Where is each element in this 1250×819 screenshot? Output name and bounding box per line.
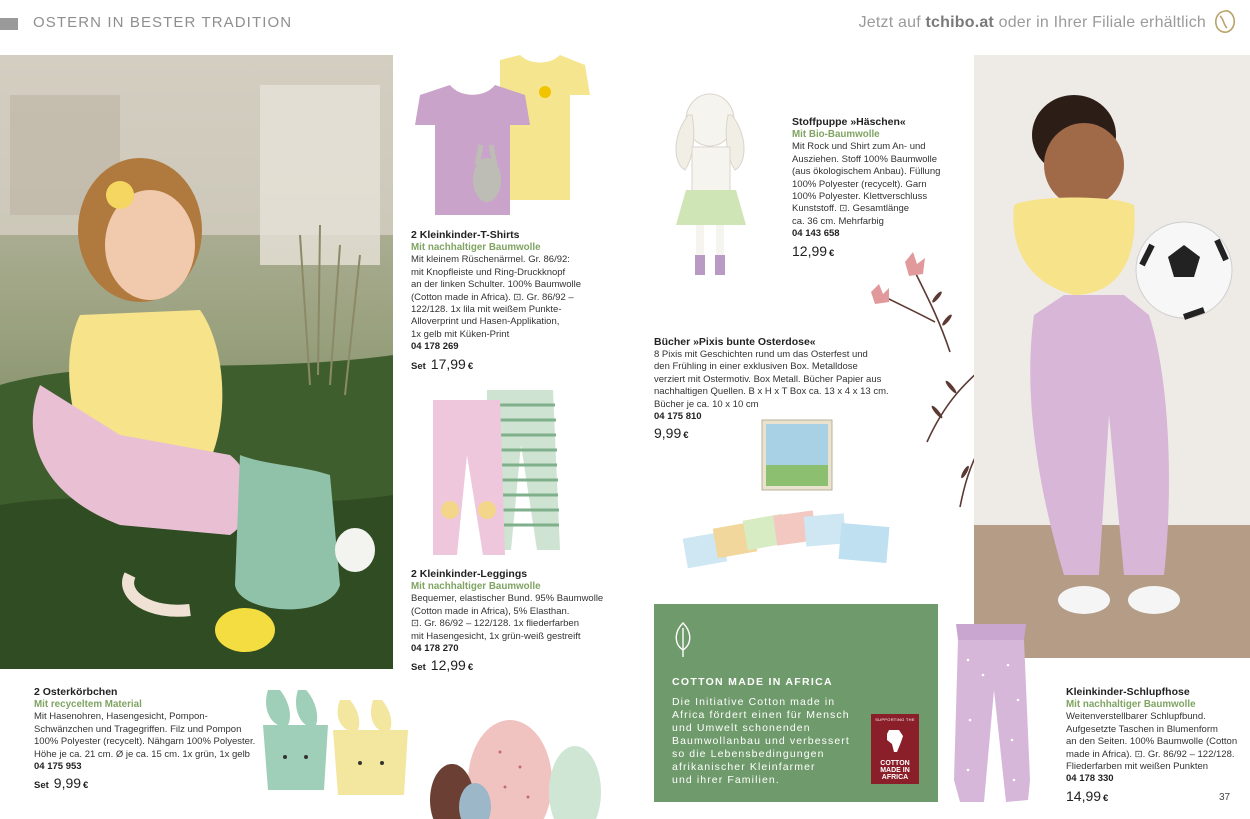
books-article-number: 04 175 810 [654, 411, 702, 423]
doll-subtitle: Mit Bio-Baumwolle [792, 129, 880, 140]
cotton-made-in-africa-logo [871, 714, 919, 784]
product-baskets [34, 686, 259, 793]
cotton-made-in-africa-box [654, 604, 938, 802]
baskets-price-prefix: Set [34, 780, 49, 792]
baskets-image [258, 685, 418, 800]
section-title: OSTERN IN BESTER TRADITION [33, 14, 293, 31]
page-number: 37 [1219, 792, 1231, 803]
books-name: Bücher »Pixis bunte Osterdose« [654, 336, 816, 348]
cotton-text: Die Initiative Cotton made in Africa fördert einen für Mensch und Umwelt schonenden Baumwollanbau und verbessert so die Lebensbedingungen afrikanischer Kleinfarmer und ihrer Familien. [672, 696, 850, 786]
pants-description: Weitenverstellbarer Schlupfbund. Aufgesetzte Taschen in Blumenform an den Seiten. 100% Baumwolle (Cotton made in Africa). ⊡. Gr. 86/92 – 122/128. Fliederfarben mit weißen Punkten [1066, 711, 1238, 773]
pants-currency: € [1103, 792, 1109, 804]
leggings-price [411, 659, 616, 674]
doll-name: Stoffpuppe »Häschen« [792, 116, 906, 128]
pants-article-number: 04 178 330 [1066, 773, 1114, 785]
product-leggings [411, 568, 616, 675]
baskets-description: Mit Hasenohren, Hasengesicht, Pompon- Schwänzchen und Tragegriffen. Filz und Pompon 100% Polyester (recycelt). Nähgarn 100% Polyester. Höhe je ca. 21 cm. Ø je ca. 15 cm. 1x grün, 1x gelb [34, 711, 256, 760]
tshirts-price [411, 355, 611, 373]
pants-image [948, 620, 1033, 810]
availability-prefix: Jetzt auf [858, 14, 926, 31]
availability-note [859, 14, 1206, 32]
product-doll [792, 116, 952, 260]
product-pants [1066, 686, 1241, 805]
books-description: 8 Pixis mit Geschichten rund um das Osterfest und den Frühling in einer exklusiven Box. Metalldose verziert mit Ostermotiv. Box Metall. Bücher Papier aus nachhaltigen Quellen. B x H x T Box ca. 13 x 4 x 13 cm. Bücher je ca. 10 x 10 cm [654, 349, 889, 410]
tchibo-bean-logo [1214, 10, 1236, 34]
tshirts-description: Mit kleinem Rüschenärmel. Gr. 86/92: mit Knopfleiste und Ring-Druckknopf an der linken Schulter. 100% Baumwolle (Cotton made in Africa). ⊡. Gr. 86/92 – 122/128. 1x lila mit weißem Punkte- Alloverprint und Hasen-Applikation, 1x gelb mit Küken-Print [411, 254, 582, 340]
baskets-price-value: 9,99 [53, 775, 82, 792]
books-currency: € [683, 430, 689, 442]
leggings-image [425, 385, 575, 560]
bunny-doll-image [660, 85, 780, 285]
tshirts-currency: € [467, 360, 474, 372]
easter-eggs-decoration [430, 712, 602, 819]
cotton-title: COTTON MADE IN AFRICA [672, 676, 833, 688]
books-tin-image [680, 415, 895, 580]
baskets-currency: € [83, 780, 89, 792]
leggings-price-value: 12,99 [430, 657, 466, 674]
availability-suffix: oder in Ihrer Filiale erhältlich [993, 14, 1206, 31]
doll-description: Mit Rock und Shirt zum An- und Ausziehen. Stoff 100% Baumwolle (aus ökologischem Anbau). Füllung 100% Polyester (recycelt). Garn 100% Polyester. Klettverschluss Kunststoff. ⊡. Gesamtlänge ca. 36 cm. Mehrfarbig [792, 141, 941, 227]
leaf-icon [672, 622, 694, 658]
pants-price-value: 14,99 [1066, 787, 1102, 804]
leggings-currency: € [467, 662, 474, 674]
leggings-price-prefix: Set [411, 662, 426, 674]
doll-price-value: 12,99 [792, 242, 828, 259]
doll-currency: € [829, 247, 835, 259]
leggings-subtitle: Mit nachhaltiger Baumwolle [411, 581, 541, 592]
tshirts-article-number: 04 178 269 [411, 341, 459, 353]
tshirts-price-value: 17,99 [430, 355, 466, 372]
tshirts-image [415, 50, 590, 220]
leggings-description: Bequemer, elastischer Bund. 95% Baumwolle (Cotton made in Africa), 5% Elasthan. ⊡. Gr. 86/92 – 122/128. 1x fliederfarben mit Hasengesicht, 1x grün-weiß gestreift [411, 593, 604, 642]
baskets-name: 2 Osterkörbchen [34, 686, 118, 698]
brand-link[interactable]: tchibo.at [925, 14, 994, 31]
doll-article-number: 04 143 658 [792, 228, 840, 240]
baskets-article-number: 04 175 953 [34, 761, 82, 773]
leggings-name: 2 Kleinkinder-Leggings [411, 568, 528, 580]
header-bar [0, 18, 18, 30]
leggings-article-number: 04 178 270 [411, 643, 459, 655]
pants-price [1066, 787, 1241, 805]
tshirts-name: 2 Kleinkinder-T-Shirts [411, 229, 520, 241]
tshirts-subtitle: Mit nachhaltiger Baumwolle [411, 242, 541, 253]
photo-girl-football [974, 55, 1250, 658]
books-price-value: 9,99 [654, 425, 682, 442]
photo-girl-easter-basket [0, 55, 393, 669]
baskets-subtitle: Mit recyceltem Material [34, 699, 142, 710]
tshirts-price-prefix: Set [411, 360, 426, 372]
cotton-logo-bottom: COTTON MADE IN AFRICA [880, 760, 910, 781]
product-tshirts [411, 229, 611, 373]
africa-icon [885, 728, 905, 754]
cotton-logo-top: SUPPORTING THE [875, 717, 915, 722]
pants-subtitle: Mit nachhaltiger Baumwolle [1066, 699, 1196, 710]
baskets-price [34, 777, 259, 792]
pants-name: Kleinkinder-Schlupfhose [1066, 686, 1190, 698]
